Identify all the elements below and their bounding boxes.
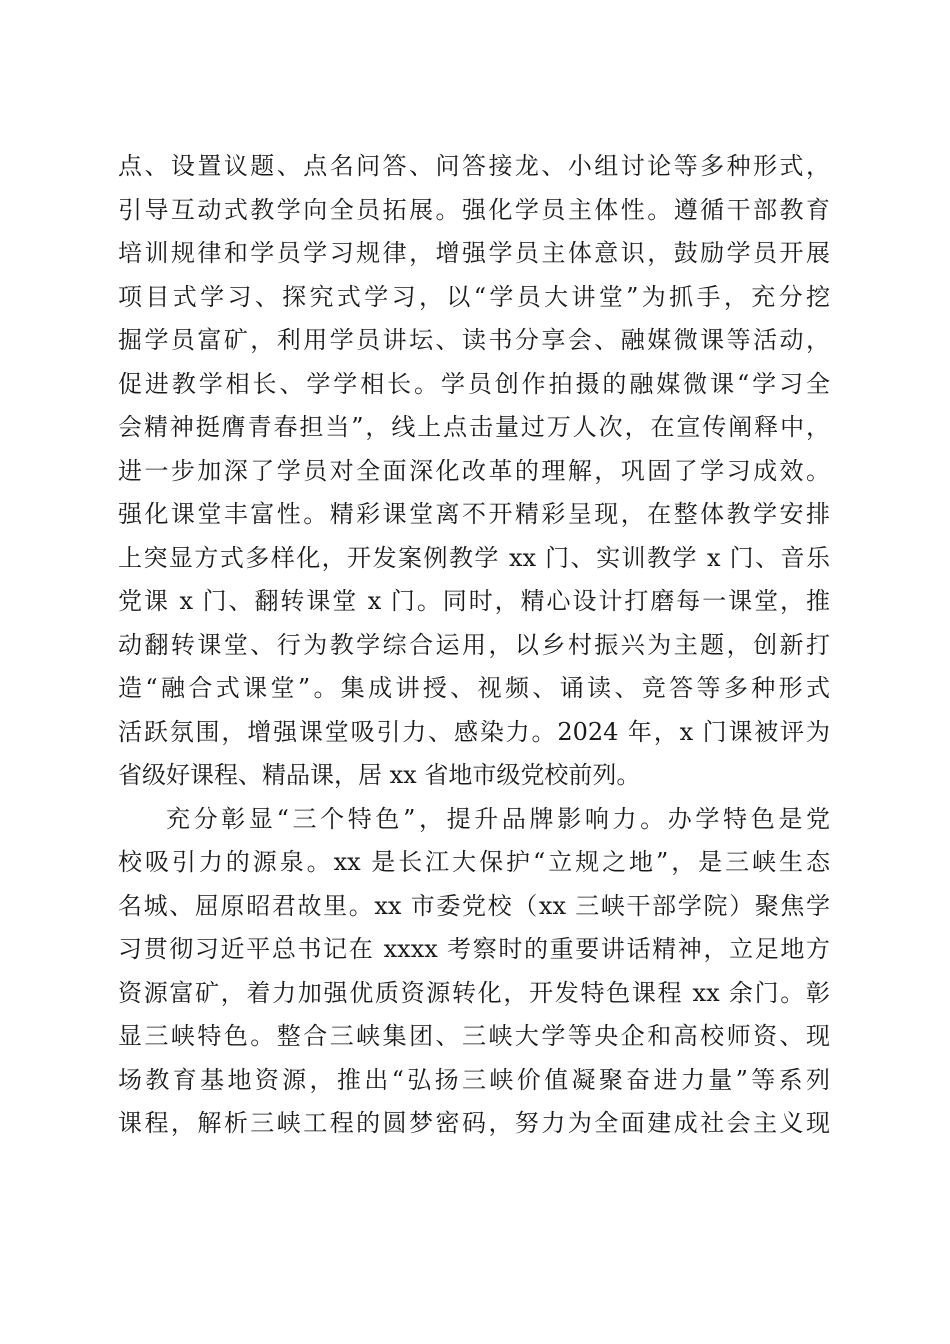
text-line: 上突显方式多样化，开发案例教学 xx 门、实训教学 x 门、音乐 bbox=[118, 543, 830, 572]
text-line: 课程，解析三峡工程的圆梦密码，努力为全面建成社会主义现 bbox=[118, 1109, 830, 1137]
text-line: 掘学员富矿，利用学员讲坛、读书分享会、融媒微课等活动， bbox=[118, 326, 830, 354]
text-line: 造“融合式课堂”。集成讲授、视频、诵读、竞答等多种形式 bbox=[118, 674, 830, 702]
text-line: 点、设置议题、点名问答、问答接龙、小组讨论等多种形式， bbox=[118, 152, 830, 180]
text-line: 动翻转课堂、行为教学综合运用，以乡村振兴为主题，创新打 bbox=[118, 630, 830, 659]
text-line: 显三峡特色。整合三峡集团、三峡大学等央企和高校师资、现 bbox=[118, 1022, 830, 1050]
text-line: 会精神挺膺青春担当”，线上点击量过万人次，在宣传阐释中， bbox=[118, 413, 830, 441]
text-line: 项目式学习、探究式学习，以“学员大讲堂”为抓手，充分挖 bbox=[118, 282, 830, 311]
text-line: 习贯彻习近平总书记在 xxxx 考察时的重要讲话精神，立足地方 bbox=[118, 935, 830, 963]
text-line: 强化课堂丰富性。精彩课堂离不开精彩呈现，在整体教学安排 bbox=[118, 500, 830, 528]
text-line: 省级好课程、精品课，居 xx 省地市级党校前列。 bbox=[118, 761, 641, 789]
text-line: 促进教学相长、学学相长。学员创作拍摄的融媒微课“学习全 bbox=[118, 369, 830, 398]
text-line: 进一步加深了学员对全面深化改革的理解，巩固了学习成效。 bbox=[118, 456, 830, 485]
text-line: 活跃氛围，增强课堂吸引力、感染力。2024 年，x 门课被评为 bbox=[118, 717, 830, 746]
text-line: 场教育基地资源，推出“弘扬三峡价值凝聚奋进力量”等系列 bbox=[118, 1065, 830, 1094]
text-line: 名城、屈原昭君故里。xx 市委党校（xx 三峡干部学院）聚焦学 bbox=[118, 891, 830, 920]
text-line: 培训规律和学员学习规律，增强学员主体意识，鼓励学员开展 bbox=[118, 239, 830, 267]
body-text bbox=[118, 145, 830, 1146]
text-line: 引导互动式教学向全员拓展。强化学员主体性。遵循干部教育 bbox=[118, 195, 830, 224]
text-line: 校吸引力的源泉。xx 是长江大保护“立规之地”，是三峡生态 bbox=[118, 848, 830, 876]
text-line: 党课 x 门、翻转课堂 x 门。同时，精心设计打磨每一课堂，推 bbox=[118, 587, 830, 615]
text-line: 资源富矿，着力加强优质资源转化，开发特色课程 xx 余门。彰 bbox=[118, 978, 830, 1007]
paragraph-start-line: 充分彰显“三个特色”，提升品牌影响力。办学特色是党 bbox=[166, 804, 830, 833]
